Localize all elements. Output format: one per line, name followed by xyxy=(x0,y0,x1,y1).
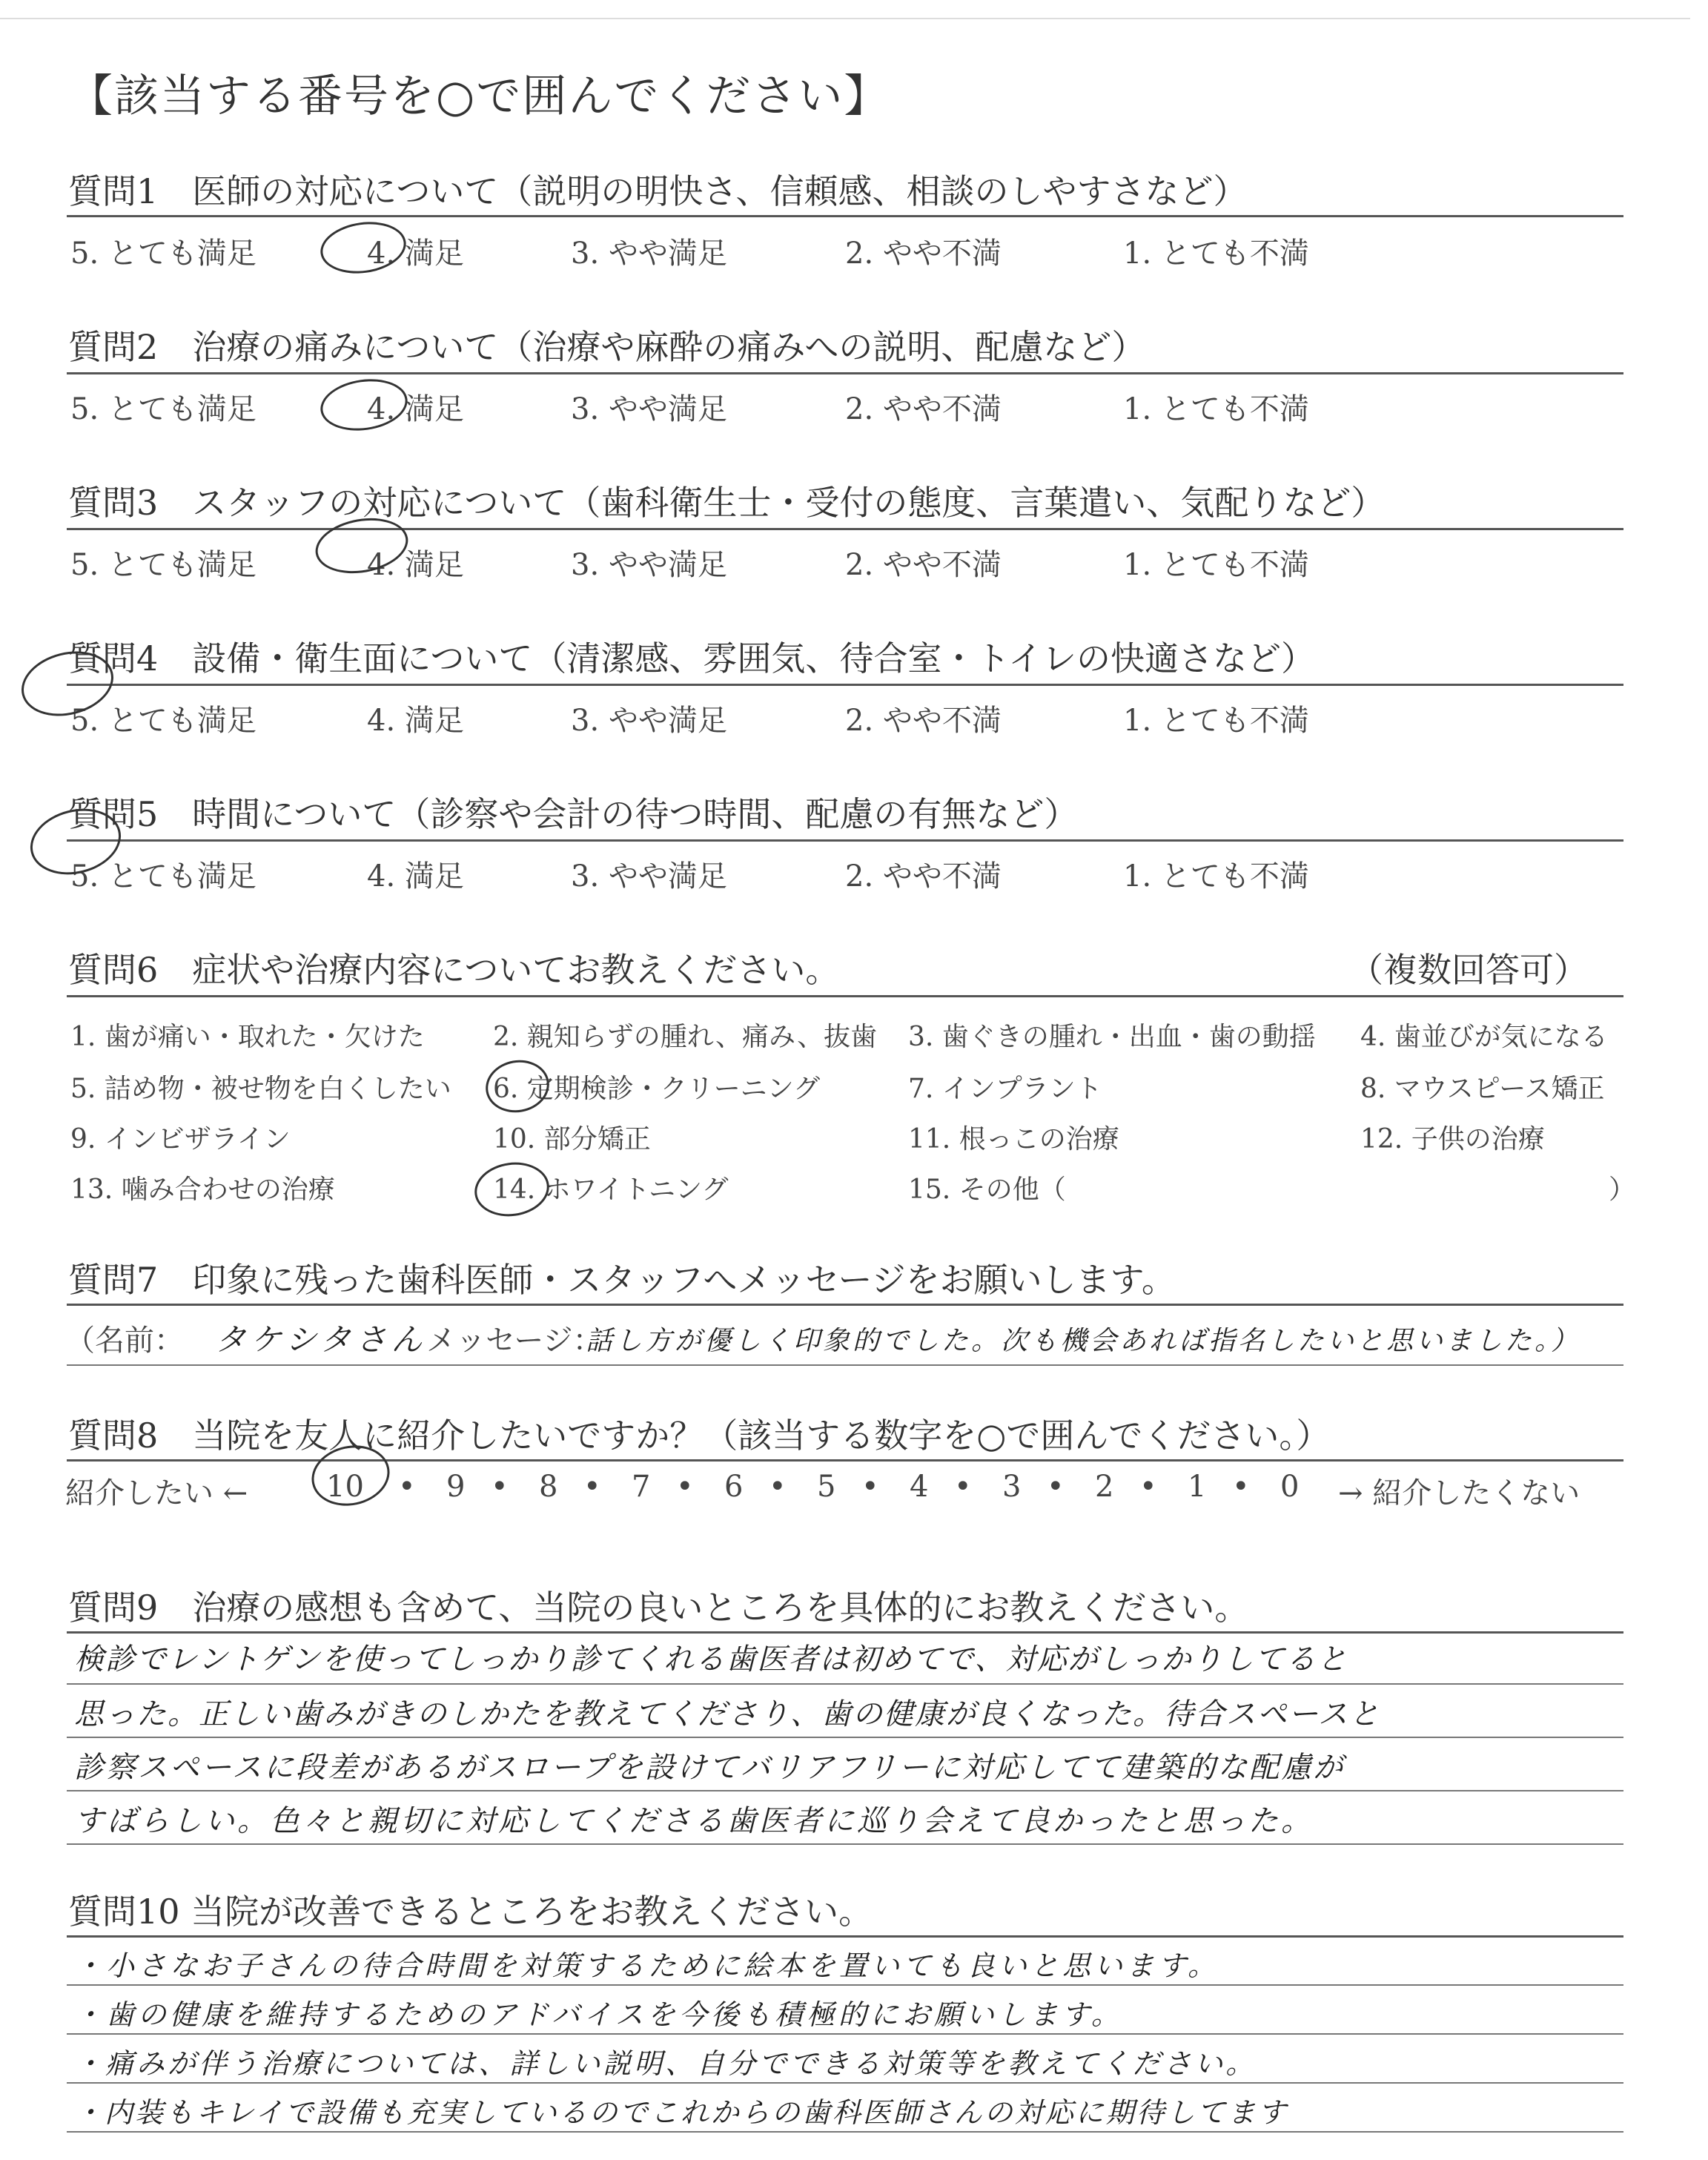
q6-option-4[interactable]: 4. 歯並びが気になる xyxy=(1360,1022,1608,1052)
q10-line-2[interactable]: ・歯の健康を維持するためのアドバイスを今後も積極的にお願いします。 xyxy=(74,1998,1123,2031)
q6-option-8[interactable]: 8. マウスピース矯正 xyxy=(1360,1074,1605,1104)
q9-line-4[interactable]: すばらしい。色々と親切に対応してくださる歯医者に巡り会えて良かったと思った。 xyxy=(74,1804,1314,1838)
q8-left-label: 紹介したい ← xyxy=(65,1476,248,1510)
q8-sep-4: • xyxy=(676,1470,694,1504)
q8-scale-2[interactable]: 2 xyxy=(1095,1470,1114,1504)
q8-scale-3[interactable]: 3 xyxy=(1002,1470,1022,1504)
q1-option-3[interactable]: 3. やや満足 xyxy=(571,237,727,271)
q6-rule xyxy=(67,995,1623,997)
q6-note: （複数回答可） xyxy=(1349,950,1588,990)
q1-rule xyxy=(67,215,1623,217)
q10-line-4[interactable]: ・内装もキレイで設備も充実しているのでこれからの歯科医師さんの対応に期待してます xyxy=(74,2096,1288,2129)
q6-option-12[interactable]: 12. 子供の治療 xyxy=(1360,1124,1545,1155)
q9-line-1[interactable]: 検診でレントゲンを使ってしっかり診てくれる歯医者は初めてで、対応がしっかりしてると xyxy=(74,1642,1348,1677)
q3-option-1[interactable]: 1. とても不満 xyxy=(1123,548,1309,582)
q7-message-value[interactable]: 話し方が優しく印象的でした。次も機会あれば指名したいと思いました。） xyxy=(586,1326,1581,1356)
q10-title: 質問10 当院が改善できるところをお教えください。 xyxy=(68,1892,873,1932)
q5-option-1[interactable]: 1. とても不満 xyxy=(1123,859,1309,894)
q8-sep-10: • xyxy=(1232,1470,1250,1504)
q6-title: 質問6 症状や治療内容についてお教えください。 xyxy=(68,950,840,990)
q9-underline-2 xyxy=(67,1737,1623,1738)
q7-name-value[interactable]: タケシタさん xyxy=(215,1321,427,1358)
q8-sep-8: • xyxy=(1047,1470,1065,1504)
q1-title: 質問1 医師の対応について（説明の明快さ、信頼感、相談のしやすさなど） xyxy=(68,171,1248,211)
q1-option-2[interactable]: 2. やや不満 xyxy=(845,237,1002,271)
q6-option-15-close: ） xyxy=(1609,1175,1636,1205)
q8-title: 質問8 当院を友人に紹介したいですか？（該当する数字を○で囲んでください。） xyxy=(68,1416,1331,1456)
q7-title: 質問7 印象に残った歯科医師・スタッフへメッセージをお願いします。 xyxy=(68,1260,1176,1300)
q5-option-4[interactable]: 4. 満足 xyxy=(367,859,464,894)
q6-selection-circle-6 xyxy=(482,1055,554,1117)
q10-line-3[interactable]: ・痛みが伴う治療については、詳しい説明、自分でできる対策等を教えてください。 xyxy=(74,2047,1257,2080)
q9-line-3[interactable]: 診察スペースに段差があるがスロープを設けてバリアフリーに対応してて建築的な配慮が xyxy=(74,1751,1345,1785)
q5-option-2[interactable]: 2. やや不満 xyxy=(845,859,1002,894)
q8-scale-5[interactable]: 5 xyxy=(817,1470,836,1504)
q5-option-3[interactable]: 3. やや満足 xyxy=(571,859,727,894)
q2-rule xyxy=(67,372,1623,374)
q6-option-13[interactable]: 13. 噛み合わせの治療 xyxy=(70,1175,335,1205)
q6-option-1[interactable]: 1. 歯が痛い・取れた・欠けた xyxy=(70,1022,425,1052)
q8-sep-1: • xyxy=(398,1470,416,1504)
q4-option-1[interactable]: 1. とても不満 xyxy=(1123,704,1309,738)
q10-line-1[interactable]: ・小さなお子さんの待合時間を対策するために絵本を置いても良いと思います。 xyxy=(74,1949,1219,1982)
q5-option-5[interactable]: 5. とても満足 xyxy=(70,859,256,894)
q7-rule xyxy=(67,1304,1623,1306)
q10-underline-1 xyxy=(67,1984,1623,1986)
q8-sep-7: • xyxy=(954,1470,972,1504)
q7-name-label: （名前： xyxy=(65,1324,184,1358)
q8-scale-9[interactable]: 9 xyxy=(446,1470,466,1504)
q1-option-4[interactable]: 4. 満足 xyxy=(367,237,464,271)
q3-option-3[interactable]: 3. やや満足 xyxy=(571,548,727,582)
q3-option-4[interactable]: 4. 満足 xyxy=(367,548,464,582)
q8-sep-9: • xyxy=(1139,1470,1157,1504)
q6-option-10[interactable]: 10. 部分矯正 xyxy=(493,1124,651,1155)
q9-underline-3 xyxy=(67,1790,1623,1791)
q8-scale-1[interactable]: 1 xyxy=(1188,1470,1207,1504)
q8-scale-6[interactable]: 6 xyxy=(724,1470,744,1504)
page-title: 【該当する番号を○で囲んでください】 xyxy=(68,70,890,122)
q2-option-5[interactable]: 5. とても満足 xyxy=(70,392,256,426)
q6-option-15[interactable]: 15. その他（ xyxy=(908,1175,1066,1205)
q8-sep-6: • xyxy=(861,1470,879,1504)
q6-option-5[interactable]: 5. 詰め物・被せ物を白くしたい xyxy=(70,1074,451,1104)
q3-option-5[interactable]: 5. とても満足 xyxy=(70,548,256,582)
q4-option-2[interactable]: 2. やや不満 xyxy=(845,704,1002,738)
q8-scale-10[interactable]: 10 xyxy=(326,1470,364,1504)
q9-title: 質問9 治療の感想も含めて、当院の良いところを具体的にお教えください。 xyxy=(68,1588,1249,1628)
q9-line-2[interactable]: 思った。正しい歯みがきのしかたを教えてくださり、歯の健康が良くなった。待合スペースと xyxy=(74,1697,1380,1731)
q6-option-9[interactable]: 9. インビザライン xyxy=(70,1124,291,1155)
q2-option-4[interactable]: 4. 満足 xyxy=(367,392,464,426)
q8-sep-2: • xyxy=(491,1470,509,1504)
q8-scale-4[interactable]: 4 xyxy=(910,1470,929,1504)
q6-option-11[interactable]: 11. 根っこの治療 xyxy=(908,1124,1119,1155)
q4-option-4[interactable]: 4. 満足 xyxy=(367,704,464,738)
q6-option-14[interactable]: 14. ホワイトニング xyxy=(493,1175,729,1205)
q4-rule xyxy=(67,684,1623,686)
q2-option-2[interactable]: 2. やや不満 xyxy=(845,392,1002,426)
q8-sep-5: • xyxy=(769,1470,787,1504)
q3-rule xyxy=(67,528,1623,530)
top-border xyxy=(0,18,1690,19)
q6-selection-circle-14 xyxy=(471,1157,552,1221)
q9-underline-1 xyxy=(67,1683,1623,1685)
q2-title: 質問2 治療の痛みについて（治療や麻酔の痛みへの説明、配慮など） xyxy=(68,327,1146,367)
q8-scale-7[interactable]: 7 xyxy=(632,1470,651,1504)
q8-right-label: → 紹介したくない xyxy=(1338,1476,1580,1510)
q10-underline-4 xyxy=(67,2131,1623,2133)
q9-underline-4 xyxy=(67,1843,1623,1845)
q10-underline-2 xyxy=(67,2033,1623,2035)
q8-sep-3: • xyxy=(583,1470,601,1504)
q3-title: 質問3 スタッフの対応について（歯科衛生士・受付の態度、言葉遣い、気配りなど） xyxy=(68,483,1386,523)
q8-scale-0[interactable]: 0 xyxy=(1280,1470,1300,1504)
q4-option-5[interactable]: 5. とても満足 xyxy=(70,704,256,738)
q2-option-1[interactable]: 1. とても不満 xyxy=(1123,392,1309,426)
q8-scale-8[interactable]: 8 xyxy=(539,1470,558,1504)
q7-message-label: メッセージ： xyxy=(426,1324,603,1358)
q9-rule xyxy=(67,1631,1623,1634)
q5-title: 質問5 時間について（診察や会計の待つ時間、配慮の有無など） xyxy=(68,794,1079,834)
q6-option-2[interactable]: 2. 親知らずの腫れ、痛み、抜歯 xyxy=(493,1022,878,1052)
q10-rule xyxy=(67,1935,1623,1938)
q7-message-underline xyxy=(67,1364,1623,1366)
q6-option-6[interactable]: 6. 定期検診・クリーニング xyxy=(493,1074,821,1104)
q6-option-3[interactable]: 3. 歯ぐきの腫れ・出血・歯の動揺 xyxy=(908,1022,1316,1052)
q8-rule xyxy=(67,1459,1623,1462)
q10-underline-3 xyxy=(67,2082,1623,2084)
q6-option-7[interactable]: 7. インプラント xyxy=(908,1074,1102,1104)
q2-option-3[interactable]: 3. やや満足 xyxy=(571,392,727,426)
q4-option-3[interactable]: 3. やや満足 xyxy=(571,704,727,738)
q1-option-5[interactable]: 5. とても満足 xyxy=(70,237,256,271)
q5-rule xyxy=(67,839,1623,842)
q1-option-1[interactable]: 1. とても不満 xyxy=(1123,237,1309,271)
q3-option-2[interactable]: 2. やや不満 xyxy=(845,548,1002,582)
q4-title: 質問4 設備・衛生面について（清潔感、雰囲気、待合室・トイレの快適さなど） xyxy=(68,638,1316,678)
